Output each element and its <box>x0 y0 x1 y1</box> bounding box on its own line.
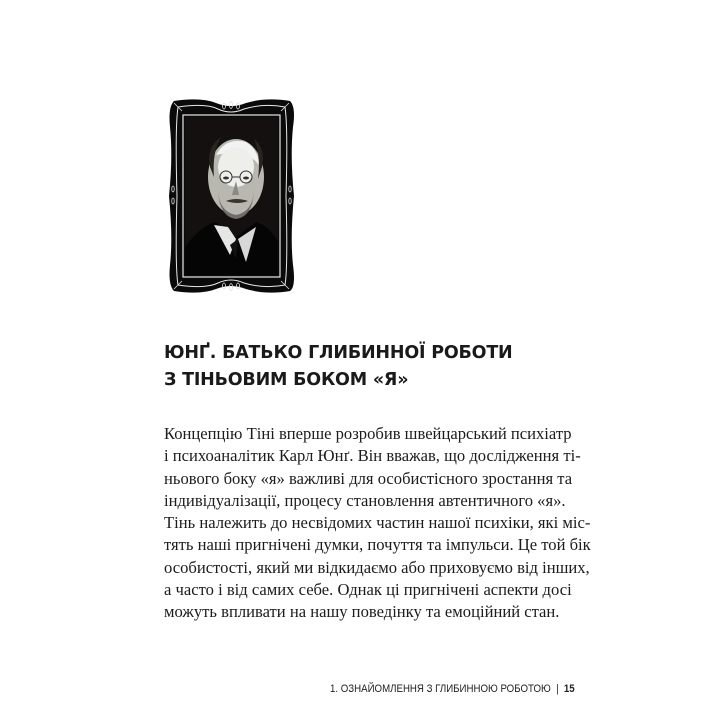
body-line: Тінь належить до несвідомих частин нашої психіки, які міс- <box>164 513 591 533</box>
body-line: і психоаналітик Карл Юнґ. Він вважав, що дослідження ті- <box>164 446 581 466</box>
footer-separator: | <box>556 683 559 695</box>
body-line: тять наші пригнічені думки, почуття та імпульси. Це той бік <box>164 535 591 555</box>
page-number: 15 <box>563 683 575 695</box>
heading-line-1: ЮНҐ. БАТЬКО ГЛИБИННОЇ РОБОТИ <box>164 343 513 363</box>
body-line: ньового боку «я» важливі для особистісного зростання та <box>164 468 573 488</box>
running-chapter-title: 1. ОЗНАЙОМЛЕННЯ З ГЛИБИННОЮ РОБОТОЮ <box>330 683 551 695</box>
heading-line-2: З ТІНЬОВИМ БОКОМ «Я» <box>164 370 409 390</box>
body-line: індивідуалізації, процесу становлення автентичного «я». <box>164 490 566 510</box>
page-footer <box>330 683 575 695</box>
body-line: Концепцію Тіні вперше розробив швейцарський психіатр <box>164 424 572 443</box>
framed-portrait <box>166 97 297 295</box>
body-line: можуть впливати на нашу поведінку та емоційний стан. <box>164 602 560 622</box>
chapter-heading <box>164 340 513 394</box>
body-line: особистості, який ми відкидаємо або приховуємо від інших, <box>164 557 590 577</box>
body-paragraph <box>164 423 591 624</box>
body-line: а часто і від самих себе. Однак ці пригнічені аспекти досі <box>164 580 572 600</box>
portrait-frame-icon <box>166 97 297 295</box>
